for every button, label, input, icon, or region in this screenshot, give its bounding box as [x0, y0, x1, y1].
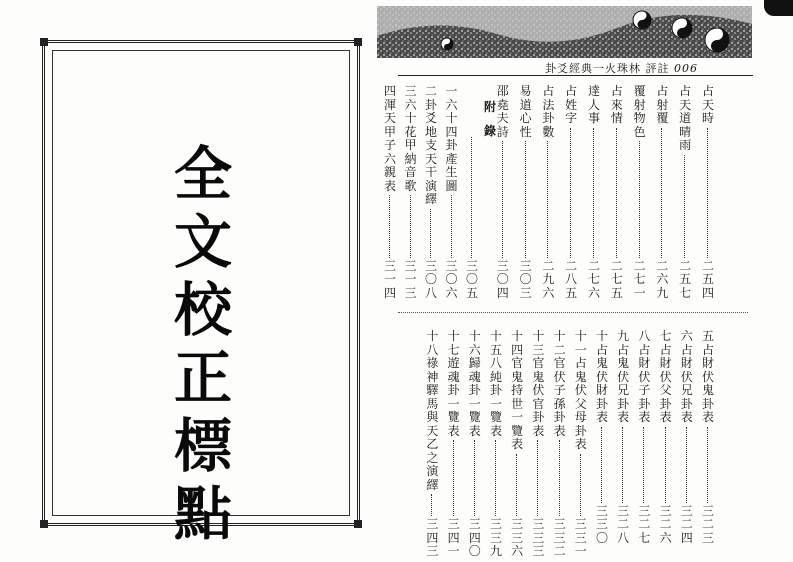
toc-entry-page: 三三一	[574, 517, 587, 558]
toc-entry-title: 占財伏兄卦表	[680, 342, 693, 424]
toc-entry[interactable]	[540, 85, 556, 300]
toc-entry[interactable]	[464, 85, 480, 300]
toc-entry-page: 三〇六	[445, 258, 458, 300]
toc-entry-title: 占鬼伏兄卦表	[617, 342, 630, 424]
yin-yang-icon	[441, 38, 453, 50]
toc-dot-leader	[525, 141, 527, 258]
toc-entry-title: 達人事	[587, 84, 600, 125]
toc-entry-page: 三〇五	[465, 258, 478, 300]
toc-entry-number: 十六	[468, 329, 481, 357]
toc-entry-title: 占財伏鬼卦表	[701, 342, 714, 424]
toc-dot-leader	[570, 128, 572, 258]
toc-entry[interactable]	[615, 330, 631, 545]
toc-entry-page: 二五七	[679, 258, 692, 300]
toc-entry[interactable]	[677, 85, 693, 300]
toc-entry-number: 一	[445, 84, 458, 98]
toc-entry-title: 占射覆	[656, 84, 669, 125]
toc-entry[interactable]	[495, 85, 511, 300]
toc-entry-title: 占法卦數	[542, 84, 555, 139]
toc-entry[interactable]	[552, 330, 568, 559]
toc-dot-leader	[471, 137, 473, 258]
page-number: 006	[674, 62, 698, 75]
toc-dot-leader	[580, 454, 582, 517]
toc-dot-leader	[601, 427, 603, 503]
toc-entry-number: 四	[383, 84, 396, 98]
author-name: 火珠林	[605, 62, 641, 75]
yin-yang-icon	[705, 28, 729, 52]
toc-entry[interactable]	[594, 330, 610, 545]
appendix-char: 錄	[483, 124, 496, 138]
toc-dot-leader	[686, 427, 688, 503]
toc-dot-leader	[707, 427, 709, 503]
toc-entry-number: 九	[617, 329, 630, 343]
frame-corner	[354, 520, 362, 528]
toc-dot-leader	[661, 128, 663, 258]
toc-entry-page: 二六九	[656, 258, 669, 300]
toc-entry-title: 卦爻地支天干演繹	[424, 97, 437, 206]
role-label: 評註	[645, 62, 670, 75]
toc-entry[interactable]	[446, 330, 462, 559]
running-header	[545, 60, 698, 76]
toc-entry[interactable]	[509, 330, 525, 559]
toc-entry[interactable]	[679, 330, 695, 545]
toc-entry-page: 三三六	[511, 517, 524, 558]
toc-dot-leader	[516, 454, 518, 517]
toc-entry-title: 祿神驛馬與天乙之演繹	[426, 356, 439, 492]
frame-corner	[40, 520, 48, 528]
toc-entry-title: 占鬼伏父母卦表	[574, 356, 587, 451]
toc-entry-number: 十五	[489, 329, 502, 357]
toc-entry-title: 覆射物色	[633, 84, 646, 139]
toc-entry-page: 三二八	[617, 503, 630, 545]
toc-entry[interactable]	[654, 85, 670, 300]
toc-entry-page: 三二六	[659, 503, 672, 545]
toc-entry-page: 三三九	[489, 517, 502, 558]
toc-entry-page: 二七一	[633, 258, 646, 300]
toc-entry[interactable]	[632, 85, 648, 300]
toc-entry-page: 三三〇	[595, 503, 608, 545]
toc-entry[interactable]	[530, 330, 546, 559]
toc-entry[interactable]	[586, 85, 602, 300]
toc-dot-leader	[474, 440, 476, 516]
toc-entry[interactable]	[563, 85, 579, 300]
toc-entry-page: 三一四	[383, 258, 396, 300]
toc-entry-number: 十二	[553, 329, 566, 357]
title-char: 正	[173, 344, 232, 412]
book-title: 卦爻經典	[545, 62, 593, 75]
toc-dot-leader	[559, 440, 561, 516]
frame-corner	[40, 38, 48, 46]
toc-entry[interactable]	[424, 330, 440, 559]
toc-entry-number: 十八	[426, 329, 439, 357]
toc-entry-title: 占來情	[610, 84, 623, 125]
toc-entry-title: 占財伏子卦表	[638, 342, 651, 424]
title-char: 全	[173, 140, 232, 208]
toc-entry[interactable]	[444, 85, 460, 300]
decorative-banner	[377, 6, 752, 58]
toc-entry-number: 八	[638, 329, 651, 343]
toc-entry-title: 占姓字	[565, 84, 578, 125]
toc-entry-number: 十三	[532, 329, 545, 357]
header-separator: 一	[593, 62, 605, 75]
toc-entry-title: 八純卦一覽表	[489, 356, 502, 438]
toc-entry[interactable]	[467, 330, 483, 559]
toc-entry[interactable]	[658, 330, 674, 545]
toc-dot-leader	[643, 427, 645, 503]
toc-entry-page: 三一三	[404, 258, 417, 300]
toc-entry[interactable]	[700, 330, 716, 545]
toc-entry-number: 十	[595, 329, 608, 343]
toc-entry[interactable]	[403, 85, 419, 300]
toc-entry-title: 占天道晴雨	[679, 84, 692, 152]
toc-dot-leader	[593, 128, 595, 258]
toc-dot-leader	[451, 195, 453, 258]
toc-entry-number: 十一	[574, 329, 587, 357]
toc-dot-leader	[502, 141, 504, 258]
toc-entry[interactable]	[609, 85, 625, 300]
toc-entry-page: 二五四	[701, 258, 714, 300]
toc-entry-number: 五	[701, 329, 714, 343]
title-char: 文	[173, 208, 232, 276]
toc-entry-title: 遊魂卦一覽表	[447, 356, 460, 438]
yin-yang-icon	[633, 11, 651, 29]
toc-entry-page: 三三二	[553, 517, 566, 558]
toc-dot-leader	[389, 195, 391, 258]
toc-entry[interactable]	[636, 330, 652, 545]
section-divider	[398, 312, 748, 313]
toc-entry-number: 十四	[511, 329, 524, 357]
toc-entry-page: 三〇八	[424, 258, 437, 300]
toc-entry-page: 三四〇	[468, 517, 481, 558]
toc-dot-leader	[665, 427, 667, 503]
toc-entry[interactable]	[423, 85, 439, 300]
toc-entry-title: 邵堯夫詩	[496, 84, 509, 139]
toc-entry-title: 官鬼持世一覽表	[511, 356, 524, 451]
toc-entry-number: 七	[659, 329, 672, 343]
toc-entry-page: 二九六	[542, 258, 555, 300]
toc-entry-title: 六十四卦產生圖	[445, 97, 458, 193]
toc-entry-page: 三三三	[532, 517, 545, 558]
toc-entry-title: 易道心性	[519, 84, 532, 139]
toc-entry-number: 三	[404, 84, 417, 98]
toc-entry-title: 渾天甲子六親表	[383, 97, 396, 193]
toc-dot-leader	[537, 440, 539, 516]
toc-dot-leader	[431, 494, 433, 516]
toc-entry-title: 占天時	[701, 84, 714, 125]
toc-dot-leader	[430, 209, 432, 258]
toc-entry-title: 占鬼伏財卦表	[595, 342, 608, 424]
toc-entry-number: 六	[680, 329, 693, 343]
toc-entry-title: 占財伏父卦表	[659, 342, 672, 424]
toc-entry-number: 十七	[447, 329, 460, 357]
header-rule	[398, 75, 753, 76]
toc-entry[interactable]	[518, 85, 534, 300]
toc-entry-page: 二八五	[565, 258, 578, 300]
toc-entry-title: 六十花甲納音歌	[404, 97, 417, 193]
toc-entry[interactable]	[382, 85, 398, 300]
toc-entry-page: 三二四	[680, 503, 693, 545]
frame-corner	[354, 38, 362, 46]
toc-entry-page: 三四一	[447, 517, 460, 558]
toc-entry[interactable]	[488, 330, 504, 559]
toc-entry-page: 三二三	[701, 503, 714, 545]
title-char: 校	[173, 276, 232, 344]
toc-entry-page: 三〇三	[519, 258, 532, 300]
toc-dot-leader	[495, 440, 497, 516]
toc-dot-leader	[453, 440, 455, 516]
toc-entry-page: 三〇四	[496, 258, 509, 300]
toc-dot-leader	[547, 141, 549, 258]
toc-entry-page: 三二七	[638, 503, 651, 545]
toc-entry-title: 官鬼伏官卦表	[532, 356, 545, 438]
toc-entry-page: 二七五	[610, 258, 623, 300]
toc-entry-page: 三四三	[426, 517, 439, 558]
yin-yang-icon	[672, 18, 692, 38]
toc-dot-leader	[410, 195, 412, 258]
toc-entry[interactable]	[573, 330, 589, 559]
toc-dot-leader	[684, 155, 686, 258]
toc-entry-title: 官伏子孫卦表	[553, 356, 566, 438]
vertical-title	[168, 140, 238, 548]
toc-dot-leader	[639, 141, 641, 258]
toc-entry-page: 二七六	[587, 258, 600, 300]
toc-entry-number: 二	[424, 84, 437, 98]
toc-entry[interactable]	[700, 85, 716, 300]
title-char: 點	[173, 480, 232, 548]
appendix-char: 附	[483, 100, 496, 114]
title-char: 標	[173, 412, 232, 480]
toc-dot-leader	[707, 128, 709, 258]
toc-dot-leader	[616, 128, 618, 258]
toc-dot-leader	[622, 427, 624, 503]
toc-entry-title: 歸魂卦一覽表	[468, 356, 481, 438]
page-edge-tab	[764, 0, 793, 16]
